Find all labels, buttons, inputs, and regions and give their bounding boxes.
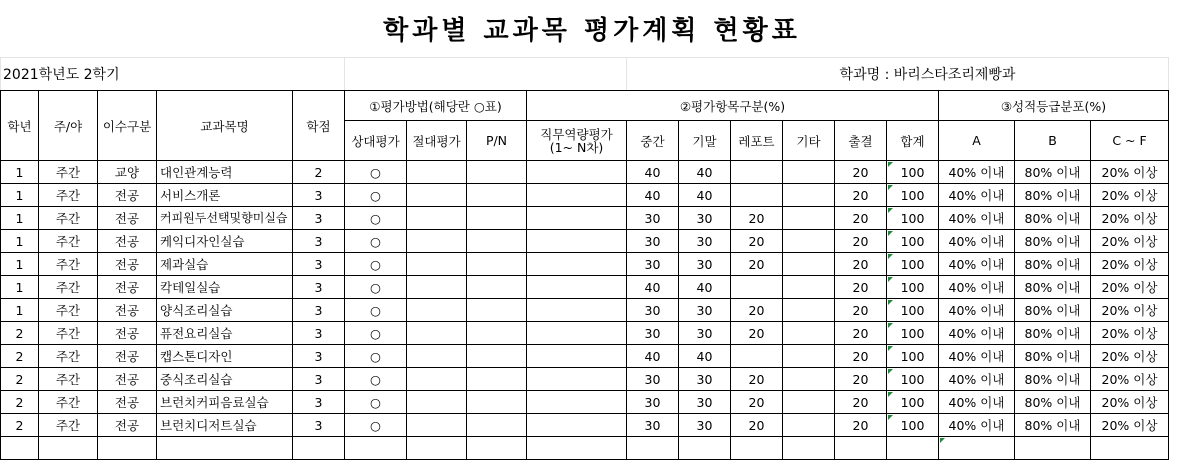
grade-cell[interactable]: 2: [1, 345, 39, 368]
header-subject: 교과목명: [157, 91, 293, 161]
other-cell[interactable]: [783, 253, 835, 276]
grade-cf-cell[interactable]: 20% 이상: [1091, 184, 1169, 207]
subject-cell[interactable]: 퓨전요리실습: [157, 322, 293, 345]
credits-cell[interactable]: 3: [293, 391, 345, 414]
header-course-type: 이수구분: [98, 91, 157, 161]
grade-b-cell[interactable]: 80% 이내: [1015, 368, 1091, 391]
grade-b-cell[interactable]: 80% 이내: [1015, 345, 1091, 368]
midterm-cell[interactable]: 30: [627, 253, 679, 276]
header-evaluation-method: ①평가방법(해당란 ○표): [345, 91, 527, 121]
subject-cell[interactable]: 케익디자인실습: [157, 230, 293, 253]
grade-cf-cell[interactable]: 20% 이상: [1091, 391, 1169, 414]
attendance-cell[interactable]: 20: [835, 322, 887, 345]
total-cell[interactable]: 100: [887, 322, 939, 345]
attendance-cell[interactable]: 20: [835, 414, 887, 437]
other-cell[interactable]: [783, 161, 835, 184]
credits-cell[interactable]: 3: [293, 184, 345, 207]
grade-b-cell[interactable]: 80% 이내: [1015, 391, 1091, 414]
attendance-cell[interactable]: 20: [835, 345, 887, 368]
grade-b-cell[interactable]: 80% 이내: [1015, 161, 1091, 184]
competency-cell[interactable]: [527, 253, 627, 276]
final-cell[interactable]: 30: [679, 253, 731, 276]
final-cell[interactable]: 30: [679, 230, 731, 253]
attendance-cell[interactable]: 20: [835, 184, 887, 207]
report-cell[interactable]: 20: [731, 299, 783, 322]
day-night-cell[interactable]: 주간: [39, 345, 98, 368]
absolute-cell[interactable]: [407, 276, 467, 299]
course-type-cell[interactable]: 전공: [98, 414, 157, 437]
pn-cell[interactable]: [467, 253, 527, 276]
day-night-cell[interactable]: 주간: [39, 391, 98, 414]
empty-cell[interactable]: [293, 437, 345, 460]
subject-cell[interactable]: 대인관계능력: [157, 161, 293, 184]
grade-b-cell[interactable]: 80% 이내: [1015, 322, 1091, 345]
credits-cell[interactable]: 3: [293, 253, 345, 276]
grade-a-cell[interactable]: 40% 이내: [939, 207, 1015, 230]
subject-cell[interactable]: 캡스톤디자인: [157, 345, 293, 368]
other-cell[interactable]: [783, 414, 835, 437]
table-row-empty: [1, 437, 1169, 460]
other-cell[interactable]: [783, 230, 835, 253]
credits-cell[interactable]: 3: [293, 345, 345, 368]
attendance-cell[interactable]: 20: [835, 207, 887, 230]
empty-cell[interactable]: [39, 437, 98, 460]
grade-cell[interactable]: 1: [1, 161, 39, 184]
grade-a-cell[interactable]: 40% 이내: [939, 161, 1015, 184]
table-row: [1, 253, 1169, 276]
competency-cell[interactable]: [527, 322, 627, 345]
table-row: [1, 345, 1169, 368]
absolute-cell[interactable]: [407, 368, 467, 391]
report-cell[interactable]: 20: [731, 230, 783, 253]
report-cell[interactable]: 20: [731, 322, 783, 345]
header-credits: 학점: [293, 91, 345, 161]
header-competency: 직무역량평가 (1~ N차): [527, 121, 627, 161]
midterm-cell[interactable]: 40: [627, 345, 679, 368]
total-cell[interactable]: 100: [887, 414, 939, 437]
absolute-cell[interactable]: [407, 253, 467, 276]
grade-a-cell[interactable]: 40% 이내: [939, 391, 1015, 414]
header-final: 기말: [679, 121, 731, 161]
grade-b-cell[interactable]: 80% 이내: [1015, 207, 1091, 230]
total-cell[interactable]: 100: [887, 207, 939, 230]
empty-cell[interactable]: [939, 437, 1015, 460]
midterm-cell[interactable]: 30: [627, 368, 679, 391]
header-pn: P/N: [467, 121, 527, 161]
competency-cell[interactable]: [527, 299, 627, 322]
pn-cell[interactable]: [467, 299, 527, 322]
relative-cell[interactable]: ○: [345, 299, 407, 322]
empty-cell[interactable]: [731, 437, 783, 460]
pn-cell[interactable]: [467, 184, 527, 207]
day-night-cell[interactable]: 주간: [39, 414, 98, 437]
grade-a-cell[interactable]: 40% 이내: [939, 322, 1015, 345]
table-row: [1, 368, 1169, 391]
final-cell[interactable]: 30: [679, 299, 731, 322]
header-midterm: 중간: [627, 121, 679, 161]
other-cell[interactable]: [783, 322, 835, 345]
empty-cell[interactable]: [467, 437, 527, 460]
header-b: B: [1015, 121, 1091, 161]
final-cell[interactable]: 30: [679, 414, 731, 437]
grade-cf-cell[interactable]: 20% 이상: [1091, 253, 1169, 276]
final-cell[interactable]: 30: [679, 207, 731, 230]
page-title: 학과별 교과목 평가계획 현황표: [383, 16, 801, 46]
pn-cell[interactable]: [467, 322, 527, 345]
other-cell[interactable]: [783, 184, 835, 207]
total-cell[interactable]: 100: [887, 253, 939, 276]
table-row: [1, 299, 1169, 322]
table-row: [1, 207, 1169, 230]
credits-cell[interactable]: 3: [293, 414, 345, 437]
empty-cell[interactable]: [157, 437, 293, 460]
final-cell[interactable]: 40: [679, 184, 731, 207]
grade-cf-cell[interactable]: 20% 이상: [1091, 368, 1169, 391]
relative-cell[interactable]: ○: [345, 345, 407, 368]
other-cell[interactable]: [783, 276, 835, 299]
report-cell[interactable]: 20: [731, 253, 783, 276]
subject-cell[interactable]: 중식조리실습: [157, 368, 293, 391]
header-evaluation-items: ②평가항목구분(%): [527, 91, 939, 121]
midterm-cell[interactable]: 30: [627, 230, 679, 253]
grade-cell[interactable]: 1: [1, 184, 39, 207]
competency-cell[interactable]: [527, 230, 627, 253]
course-type-cell[interactable]: 전공: [98, 391, 157, 414]
relative-cell[interactable]: ○: [345, 391, 407, 414]
midterm-cell[interactable]: 30: [627, 322, 679, 345]
relative-cell[interactable]: ○: [345, 368, 407, 391]
grade-b-cell[interactable]: 80% 이내: [1015, 299, 1091, 322]
grade-a-cell[interactable]: 40% 이내: [939, 230, 1015, 253]
relative-cell[interactable]: ○: [345, 253, 407, 276]
report-cell[interactable]: 20: [731, 414, 783, 437]
table-row: [1, 161, 1169, 184]
report-cell[interactable]: 20: [731, 207, 783, 230]
grade-a-cell[interactable]: 40% 이내: [939, 345, 1015, 368]
empty-cell[interactable]: [783, 437, 835, 460]
final-cell[interactable]: 30: [679, 322, 731, 345]
other-cell[interactable]: [783, 368, 835, 391]
day-night-cell[interactable]: 주간: [39, 299, 98, 322]
absolute-cell[interactable]: [407, 322, 467, 345]
grade-b-cell[interactable]: 80% 이내: [1015, 230, 1091, 253]
subject-cell[interactable]: 제과실습: [157, 253, 293, 276]
day-night-cell[interactable]: 주간: [39, 276, 98, 299]
credits-cell[interactable]: 3: [293, 207, 345, 230]
total-cell[interactable]: 100: [887, 391, 939, 414]
other-cell[interactable]: [783, 391, 835, 414]
attendance-cell[interactable]: 20: [835, 276, 887, 299]
grade-a-cell[interactable]: 40% 이내: [939, 414, 1015, 437]
total-cell[interactable]: 100: [887, 368, 939, 391]
grade-cf-cell[interactable]: 20% 이상: [1091, 207, 1169, 230]
header-absolute: 절대평가: [407, 121, 467, 161]
course-type-cell[interactable]: 전공: [98, 345, 157, 368]
absolute-cell[interactable]: [407, 207, 467, 230]
evaluation-plan-table: [0, 57, 1169, 460]
grade-cf-cell[interactable]: 20% 이상: [1091, 414, 1169, 437]
grade-cell[interactable]: 1: [1, 276, 39, 299]
grade-cf-cell[interactable]: 20% 이상: [1091, 345, 1169, 368]
empty-cell[interactable]: [1, 437, 39, 460]
grade-cell[interactable]: 1: [1, 299, 39, 322]
subject-cell[interactable]: 커피원두선택및향미실습: [157, 207, 293, 230]
attendance-cell[interactable]: 20: [835, 368, 887, 391]
credits-cell[interactable]: 3: [293, 276, 345, 299]
table-row: [1, 276, 1169, 299]
pn-cell[interactable]: [467, 230, 527, 253]
grade-b-cell[interactable]: 80% 이내: [1015, 253, 1091, 276]
grade-b-cell[interactable]: 80% 이내: [1015, 276, 1091, 299]
year-semester-label: 2021학년도 2학기: [1, 58, 345, 91]
other-cell[interactable]: [783, 207, 835, 230]
midterm-cell[interactable]: 30: [627, 391, 679, 414]
credits-cell[interactable]: 3: [293, 299, 345, 322]
grade-b-cell[interactable]: 80% 이내: [1015, 414, 1091, 437]
grade-a-cell[interactable]: 40% 이내: [939, 368, 1015, 391]
relative-cell[interactable]: ○: [345, 276, 407, 299]
header-grade-distribution: ③성적등급분포(%): [939, 91, 1169, 121]
total-cell[interactable]: 100: [887, 276, 939, 299]
header-total: 합계: [887, 121, 939, 161]
midterm-cell[interactable]: 40: [627, 161, 679, 184]
empty-cell[interactable]: [407, 437, 467, 460]
final-cell[interactable]: 30: [679, 368, 731, 391]
header-other: 기타: [783, 121, 835, 161]
other-cell[interactable]: [783, 345, 835, 368]
midterm-cell[interactable]: 40: [627, 184, 679, 207]
competency-cell[interactable]: [527, 391, 627, 414]
subject-cell[interactable]: 양식조리실습: [157, 299, 293, 322]
grade-cf-cell[interactable]: 20% 이상: [1091, 276, 1169, 299]
header-attendance: 출결: [835, 121, 887, 161]
empty-cell[interactable]: [345, 437, 407, 460]
competency-cell[interactable]: [527, 414, 627, 437]
grade-cell[interactable]: 1: [1, 207, 39, 230]
table-row: [1, 391, 1169, 414]
empty-cell[interactable]: [835, 437, 887, 460]
report-cell[interactable]: 20: [731, 391, 783, 414]
day-night-cell[interactable]: 주간: [39, 322, 98, 345]
day-night-cell[interactable]: 주간: [39, 368, 98, 391]
course-type-cell[interactable]: 교양: [98, 161, 157, 184]
header-grade: 학년: [1, 91, 39, 161]
final-cell[interactable]: 40: [679, 161, 731, 184]
final-cell[interactable]: 40: [679, 276, 731, 299]
attendance-cell[interactable]: 20: [835, 391, 887, 414]
midterm-cell[interactable]: 30: [627, 207, 679, 230]
course-type-cell[interactable]: 전공: [98, 299, 157, 322]
attendance-cell[interactable]: 20: [835, 253, 887, 276]
credits-cell[interactable]: 3: [293, 322, 345, 345]
relative-cell[interactable]: ○: [345, 161, 407, 184]
course-type-cell[interactable]: 전공: [98, 368, 157, 391]
grade-cell[interactable]: 2: [1, 414, 39, 437]
course-type-cell[interactable]: 전공: [98, 253, 157, 276]
report-cell[interactable]: [731, 161, 783, 184]
midterm-cell[interactable]: 40: [627, 276, 679, 299]
empty-cell[interactable]: [679, 437, 731, 460]
grade-a-cell[interactable]: 40% 이내: [939, 299, 1015, 322]
midterm-cell[interactable]: 30: [627, 299, 679, 322]
competency-cell[interactable]: [527, 345, 627, 368]
relative-cell[interactable]: ○: [345, 207, 407, 230]
grade-a-cell[interactable]: 40% 이내: [939, 184, 1015, 207]
day-night-cell[interactable]: 주간: [39, 253, 98, 276]
total-cell[interactable]: 100: [887, 345, 939, 368]
absolute-cell[interactable]: [407, 414, 467, 437]
pn-cell[interactable]: [467, 276, 527, 299]
absolute-cell[interactable]: [407, 345, 467, 368]
grade-cf-cell[interactable]: 20% 이상: [1091, 230, 1169, 253]
empty-cell[interactable]: [98, 437, 157, 460]
grade-cell[interactable]: 1: [1, 230, 39, 253]
total-cell[interactable]: 100: [887, 161, 939, 184]
relative-cell[interactable]: ○: [345, 322, 407, 345]
grade-a-cell[interactable]: 40% 이내: [939, 276, 1015, 299]
competency-cell[interactable]: [527, 161, 627, 184]
subject-cell[interactable]: 칵테일실습: [157, 276, 293, 299]
final-cell[interactable]: 30: [679, 391, 731, 414]
credits-cell[interactable]: 3: [293, 230, 345, 253]
header-relative: 상대평가: [345, 121, 407, 161]
day-night-cell[interactable]: 주간: [39, 230, 98, 253]
report-cell[interactable]: [731, 184, 783, 207]
pn-cell[interactable]: [467, 345, 527, 368]
grade-cell[interactable]: 2: [1, 391, 39, 414]
total-cell[interactable]: 100: [887, 230, 939, 253]
competency-cell[interactable]: [527, 184, 627, 207]
absolute-cell[interactable]: [407, 391, 467, 414]
empty-cell[interactable]: [1091, 437, 1169, 460]
competency-cell[interactable]: [527, 276, 627, 299]
credits-cell[interactable]: 3: [293, 368, 345, 391]
day-night-cell[interactable]: 주간: [39, 161, 98, 184]
subject-cell[interactable]: 브런치디저트실습: [157, 414, 293, 437]
grade-b-cell[interactable]: 80% 이내: [1015, 184, 1091, 207]
total-cell[interactable]: 100: [887, 299, 939, 322]
pn-cell[interactable]: [467, 161, 527, 184]
midterm-cell[interactable]: 30: [627, 414, 679, 437]
empty-cell[interactable]: [887, 437, 939, 460]
pn-cell[interactable]: [467, 207, 527, 230]
day-night-cell[interactable]: 주간: [39, 207, 98, 230]
competency-cell[interactable]: [527, 368, 627, 391]
empty-cell[interactable]: [627, 437, 679, 460]
course-type-cell[interactable]: 전공: [98, 322, 157, 345]
relative-cell[interactable]: ○: [345, 230, 407, 253]
absolute-cell[interactable]: [407, 184, 467, 207]
day-night-cell[interactable]: 주간: [39, 184, 98, 207]
grade-a-cell[interactable]: 40% 이내: [939, 253, 1015, 276]
report-cell[interactable]: [731, 345, 783, 368]
credits-cell[interactable]: 2: [293, 161, 345, 184]
total-cell[interactable]: 100: [887, 184, 939, 207]
header-a: A: [939, 121, 1015, 161]
header-day-night: 주/야: [39, 91, 98, 161]
grade-cell[interactable]: 2: [1, 322, 39, 345]
final-cell[interactable]: 40: [679, 345, 731, 368]
header-report: 레포트: [731, 121, 783, 161]
attendance-cell[interactable]: 20: [835, 230, 887, 253]
empty-cell[interactable]: [1015, 437, 1091, 460]
table-row: [1, 322, 1169, 345]
competency-cell[interactable]: [527, 207, 627, 230]
relative-cell[interactable]: ○: [345, 414, 407, 437]
grade-cf-cell[interactable]: 20% 이상: [1091, 299, 1169, 322]
grade-cell[interactable]: 2: [1, 368, 39, 391]
report-cell[interactable]: [731, 276, 783, 299]
other-cell[interactable]: [783, 299, 835, 322]
empty-cell[interactable]: [527, 437, 627, 460]
report-cell[interactable]: 20: [731, 368, 783, 391]
grade-cf-cell[interactable]: 20% 이상: [1091, 161, 1169, 184]
grade-cf-cell[interactable]: 20% 이상: [1091, 322, 1169, 345]
attendance-cell[interactable]: 20: [835, 161, 887, 184]
attendance-cell[interactable]: 20: [835, 299, 887, 322]
department-label: 학과명 : 바리스타조리제빵과: [627, 58, 1169, 91]
course-type-cell[interactable]: 전공: [98, 207, 157, 230]
header-cf: C ~ F: [1091, 121, 1169, 161]
table-row: [1, 414, 1169, 437]
grade-cell[interactable]: 1: [1, 253, 39, 276]
pn-cell[interactable]: [467, 368, 527, 391]
absolute-cell[interactable]: [407, 299, 467, 322]
absolute-cell[interactable]: [407, 161, 467, 184]
course-type-cell[interactable]: 전공: [98, 184, 157, 207]
course-type-cell[interactable]: 전공: [98, 230, 157, 253]
table-row: [1, 184, 1169, 207]
subject-cell[interactable]: 브런치커피음료실습: [157, 391, 293, 414]
pn-cell[interactable]: [467, 414, 527, 437]
relative-cell[interactable]: ○: [345, 184, 407, 207]
course-type-cell[interactable]: 전공: [98, 276, 157, 299]
pn-cell[interactable]: [467, 391, 527, 414]
subject-cell[interactable]: 서비스개론: [157, 184, 293, 207]
absolute-cell[interactable]: [407, 230, 467, 253]
table-row: [1, 230, 1169, 253]
